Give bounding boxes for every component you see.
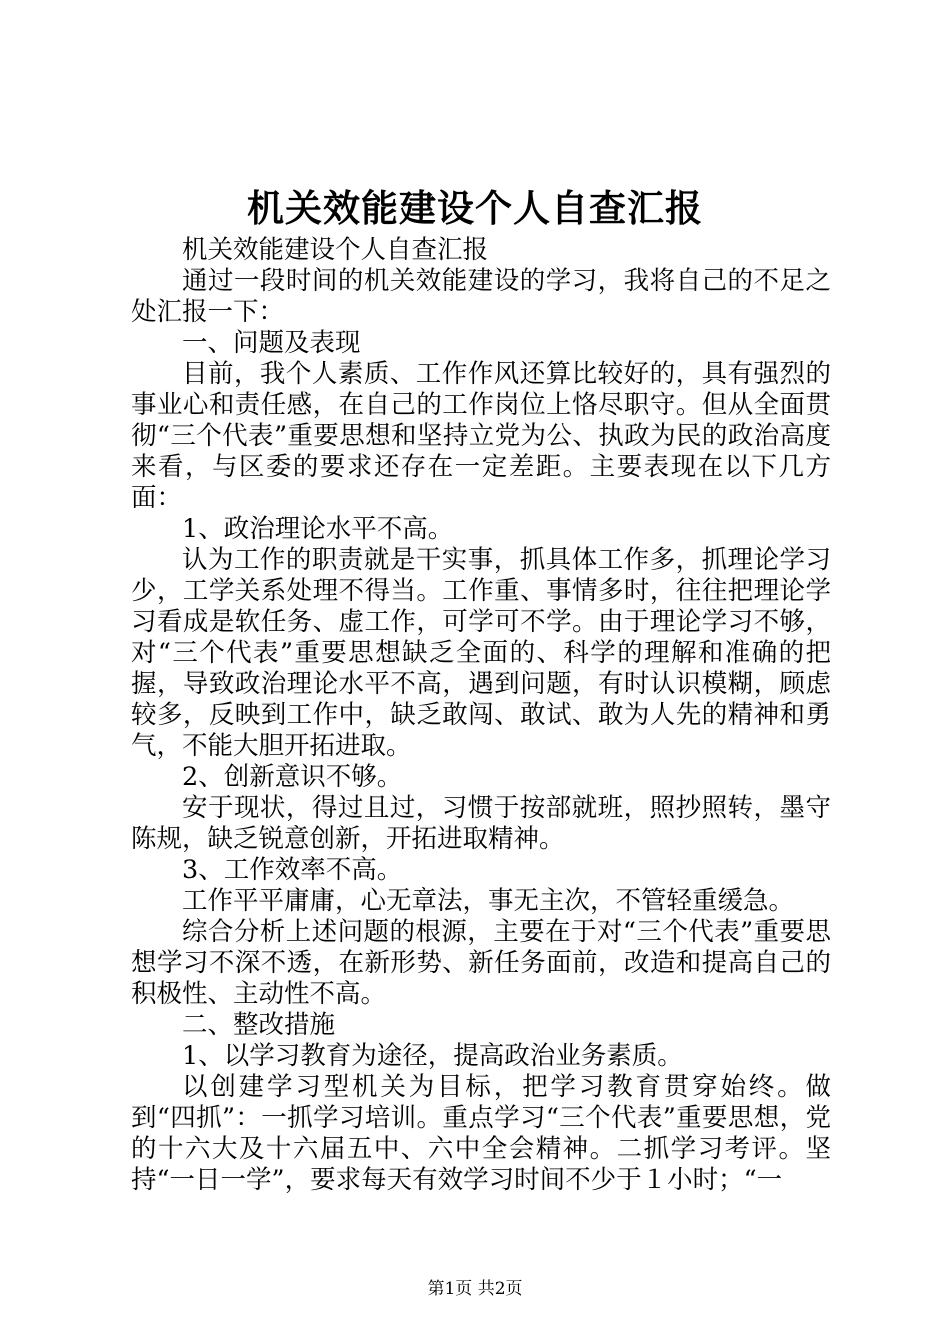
item-efficiency: 3、工作效率不高。 bbox=[182, 855, 403, 885]
document-body bbox=[131, 235, 831, 1196]
paragraph-political-theory: 认为工作的职责就是干实事，抓具体工作多，抓理论学习少，工学关系处理不得当。工作重、事情多时，往往把理论学习看成是软任务、虚工作，可学可不学。由于理论学习不够，对“三个代表”重要思想缺乏全面的、科学的理解和准确的把握，导致政治理论水平不高，遇到问题，有时认识模糊，顾虑较多，反映到工作中，缺乏敢闯、敢试、敢为人先的精神和勇气，不能大胆开拓进取。 bbox=[131, 545, 831, 761]
paragraph-intro: 通过一段时间的机关效能建设的学习，我将自己的不足之处汇报一下： bbox=[131, 266, 831, 327]
heading-problems: 一、问题及表现 bbox=[182, 328, 361, 358]
paragraph-analysis: 综合分析上述问题的根源，主要在于对“三个代表”重要思想学习不深不透，在新形势、新任务面前，改造和提高自己的积极性、主动性不高。 bbox=[131, 917, 831, 1009]
paragraph-current-status: 目前，我个人素质、工作作风还算比较好的，具有强烈的事业心和责任感，在自己的工作岗位上恪尽职守。但从全面贯彻“三个代表”重要思想和坚持立党为公、执政为民的政治高度来看，与区委的要求还存在一定差距。主要表现在以下几方面： bbox=[131, 359, 831, 513]
page-footer: 第1页 共2页 bbox=[427, 1279, 523, 1299]
document-title: 机关效能建设个人自查汇报 bbox=[247, 186, 703, 230]
paragraph-study-education: 以创建学习型机关为目标，把学习教育贯穿始终。做到“四抓”：一抓学习培训。重点学习“三个代表”重要思想，党的十六大及十六届五中、六中全会精神。二抓学习考评。坚持“一日一学”，要求每天有效学习时间不少于１小时；“一 bbox=[131, 1072, 831, 1195]
paragraph-innovation: 安于现状，得过且过，习惯于按部就班，照抄照转，墨守陈规，缺乏锐意创新，开拓进取精神。 bbox=[131, 793, 831, 854]
paragraph-subtitle: 机关效能建设个人自查汇报 bbox=[182, 235, 489, 265]
paragraph-efficiency: 工作平平庸庸，心无章法，事无主次，不管轻重缓急。 bbox=[182, 886, 795, 916]
item-political-theory: 1、政治理论水平不高。 bbox=[182, 514, 454, 544]
heading-measures: 二、整改措施 bbox=[182, 1010, 336, 1040]
item-innovation: 2、创新意识不够。 bbox=[182, 762, 403, 792]
item-study-education: 1、以学习教育为途径，提高政治业务素质。 bbox=[182, 1041, 683, 1071]
